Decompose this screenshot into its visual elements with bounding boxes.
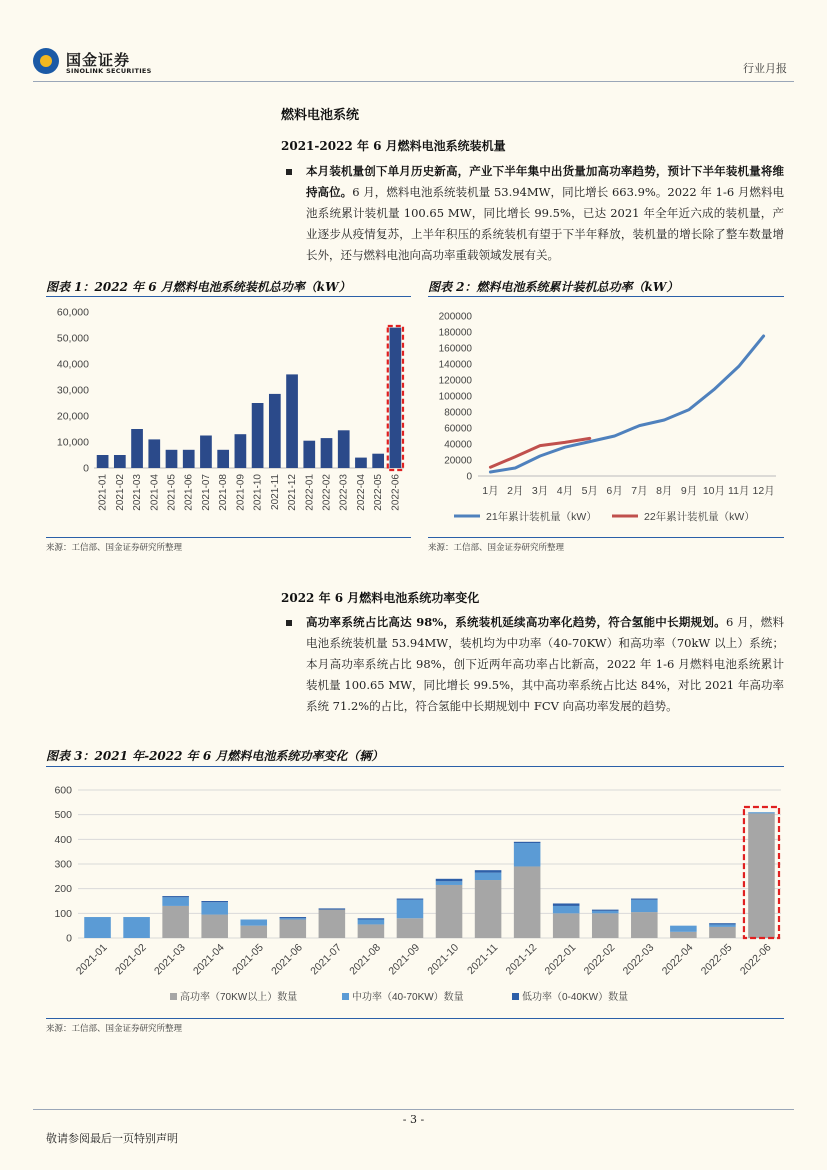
y-tick-label: 140000 [438,359,472,371]
bullet-icon [286,169,292,175]
subsection-title-2: 2022 年 6 月燃料电池系统功率变化 [281,591,480,605]
x-tick-label: 2022-01 [304,474,316,511]
bar-segment [475,873,502,880]
legend-label: 22年累计装机量（kW） [644,511,755,523]
bar-segment [475,870,502,872]
x-tick-label: 12月 [752,485,775,497]
bar-segment [240,920,267,926]
x-tick-label: 7月 [631,485,648,497]
y-tick-label: 600 [54,784,72,797]
bar-segment [592,911,619,913]
x-tick-label: 2022-03 [338,474,350,511]
report-type: 行业月报 [743,62,787,75]
header-divider [33,81,794,82]
paragraph-1-body: 6 月，燃料电池系统装机量 53.94MW，同比增长 663.9%。2022 年 1-6 月燃料电池系统累计装机量 100.65 MW，同比增长 99.5%，已达 2021 年全年近六成的装机量，产业逐步从疫情复苏，上半年积压的系统装机有望于下半年释放，装机量的增长除了整车数量增长外，还与燃料电池向高功率重载领域发展有关。 [306,185,785,262]
x-tick-label: 2021-11 [465,941,501,977]
series-line [490,336,763,472]
bar-segment [436,881,463,885]
figure-3-title: 图表 3：2021 年-2022 年 6 月燃料电池系统功率变化（辆） [46,749,384,763]
bar [321,438,333,468]
x-tick-label: 2021-10 [252,474,264,511]
legend-label: 高功率（70KW以上）数量 [180,992,298,1003]
y-tick-label: 20,000 [56,410,89,423]
y-tick-label: 0 [466,471,472,483]
figure-3-top-rule [46,766,784,767]
y-tick-label: 0 [66,932,72,945]
x-tick-label: 2021-09 [235,474,247,511]
x-tick-label: 11月 [728,485,750,497]
figure-1-top-rule [46,296,411,297]
legend-label: 低功率（0-40KW）数量 [522,992,629,1003]
x-tick-label: 2021-08 [218,474,230,511]
y-tick-label: 100000 [438,391,472,403]
legend-swatch [342,993,349,1000]
paragraph-1-lead: 本月装机量创下单月历史新高，产业下半年集中出货量加高功率趋势，预计下半年装机量将维持高位。 [306,164,784,199]
y-tick-label: 400 [54,833,72,846]
figure-3-source: 来源：工信部、国金证券研究所整理 [46,1024,183,1034]
bar-segment [670,926,697,932]
bar [166,450,178,468]
bar [390,328,402,468]
bar-segment [358,918,385,919]
y-tick-label: 60,000 [56,306,89,319]
bar-segment [319,908,346,909]
bar-segment [553,913,580,938]
bar-segment [709,923,736,924]
series-line [490,438,589,467]
bar [200,436,212,469]
x-tick-label: 2021-05 [230,941,266,978]
legend-swatch [170,993,177,1000]
bar-segment [280,918,307,919]
bar-segment [514,842,541,843]
paragraph-2 [306,612,784,717]
bar-segment [201,902,228,914]
footer-divider [33,1109,794,1110]
x-tick-label: 2021-09 [386,941,423,978]
bar-segment [201,901,228,902]
bar-segment [670,932,697,938]
y-tick-label: 300 [54,858,72,871]
bar-segment [592,913,619,938]
bar-segment [592,910,619,911]
subsection-title-1: 2021-2022 年 6 月燃料电池系统装机量 [281,139,506,153]
x-tick-label: 2021-02 [112,941,149,978]
x-tick-label: 2021-02 [114,474,126,511]
x-tick-label: 2021-12 [287,474,299,511]
bar-segment [514,843,541,866]
y-tick-label: 0 [83,462,89,475]
x-tick-label: 2021-06 [183,474,195,511]
bar [252,403,264,468]
logo-icon [33,48,59,74]
bar-segment [280,917,307,918]
x-tick-label: 2021-04 [149,474,161,511]
x-tick-label: 2021-08 [347,941,384,978]
y-tick-label: 50,000 [56,332,89,345]
bar-segment [553,906,580,913]
figure-1-bottom-rule [46,537,411,538]
y-tick-label: 10,000 [56,436,89,449]
y-tick-label: 40000 [444,439,472,451]
x-tick-label: 2022-02 [581,941,618,978]
x-tick-label: 2021-10 [425,941,462,978]
y-tick-label: 200 [54,883,72,896]
y-tick-label: 80000 [444,407,472,419]
bar-segment [280,920,307,939]
bar [355,458,367,468]
legend-swatch [512,993,519,1000]
x-tick-label: 2022-03 [620,941,657,978]
figure-1-source: 来源：工信部、国金证券研究所整理 [46,543,183,553]
bar [217,450,229,468]
bar-segment [162,897,189,906]
bar-segment [358,924,385,938]
bar [148,439,160,468]
logo-text-cn: 国金证券 [66,51,131,69]
bar-segment [240,926,267,938]
chart-2 [428,300,784,535]
page-number: - 3 - [402,1113,425,1126]
bar-segment [631,899,658,900]
x-tick-label: 2021-01 [97,474,109,511]
bar-segment [358,920,385,925]
legend-label: 中功率（40-70KW）数量 [352,992,464,1003]
x-tick-label: 1月 [482,485,499,497]
x-tick-label: 2021-06 [269,941,305,978]
section-title: 燃料电池系统 [281,108,360,123]
x-tick-label: 2022-06 [390,474,402,511]
bar-segment [514,866,541,938]
figure-1-title: 图表 1：2022 年 6 月燃料电池系统装机总功率（kW） [46,280,351,294]
y-tick-label: 180000 [438,327,472,339]
y-tick-label: 60000 [444,423,472,435]
disclaimer-note: 敬请参阅最后一页特别声明 [46,1132,178,1145]
bar-segment [397,900,424,919]
paragraph-1 [306,161,784,266]
bar-segment [436,879,463,881]
figure-2-top-rule [428,296,784,297]
legend-label: 21年累计装机量（kW） [486,511,597,523]
x-tick-label: 8月 [656,485,673,497]
y-tick-label: 200000 [438,311,472,323]
x-tick-label: 2月 [507,485,524,497]
x-tick-label: 2021-07 [200,474,212,511]
x-tick-label: 2021-04 [191,941,227,978]
bar [269,394,281,468]
x-tick-label: 2022-04 [659,941,696,978]
bar-segment [397,899,424,900]
bar [286,374,298,468]
bar-segment [709,924,736,926]
bar-segment [631,900,658,912]
y-tick-label: 30,000 [56,384,89,397]
figure-2-title: 图表 2：燃料电池系统累计装机总功率（kW） [428,280,679,294]
bar [372,454,384,468]
y-tick-label: 500 [54,809,72,822]
figure-3-bottom-rule [46,1018,784,1019]
bar [303,441,315,468]
x-tick-label: 2022-05 [373,474,385,511]
bar [338,430,350,468]
bar [131,429,143,468]
figure-2-bottom-rule [428,537,784,538]
bullet-icon [286,620,292,626]
paragraph-2-lead: 高功率系统占比高达 98%，系统装机延续高功率化趋势，符合氢能中长期规划。 [306,615,726,629]
x-tick-label: 2022-04 [355,474,367,511]
y-tick-label: 100 [54,907,72,920]
bar-segment [748,812,775,813]
y-tick-label: 120000 [438,375,472,387]
x-tick-label: 2021-03 [132,474,144,511]
bar-segment [397,918,424,938]
bar-segment [631,912,658,938]
y-tick-label: 20000 [444,455,472,467]
x-tick-label: 2021-07 [308,941,344,978]
x-tick-label: 2022-05 [698,941,735,978]
bar [97,455,109,468]
x-tick-label: 2022-06 [737,941,774,978]
bar-segment [553,903,580,905]
x-tick-label: 2021-12 [503,941,540,978]
x-tick-label: 3月 [531,485,549,497]
bar-segment [748,813,775,938]
x-tick-label: 2021-03 [152,941,188,978]
bar-segment [709,927,736,938]
paragraph-2-body: 6 月，燃料电池系统装机量 53.94MW，装机均为中功率（40-70KW）和高功率（70kW 以上）系统；本月高功率系统占比 98%，创下近两年高功率占比新高，2022 年 1-6 月燃料电池系统累计装机量 100.65 MW，同比增长 99.5%，其中高功率系统占比达 84%，对比 2021 年高功率系统 71.2%的占比，符合氢能中长期规划中 FCV 向高功率发展的趋势。 [306,615,784,713]
x-tick-label: 4月 [556,485,574,497]
x-tick-label: 2021-11 [269,474,281,510]
x-tick-label: 2021-05 [166,474,178,511]
x-tick-label: 2021-01 [73,941,110,978]
bar-segment [201,915,228,938]
x-tick-label: 10月 [702,485,726,497]
bar [183,450,195,468]
x-tick-label: 5月 [581,485,598,497]
bar-segment [162,906,189,938]
figure-2-source: 来源：工信部、国金证券研究所整理 [428,543,565,553]
bar-segment [475,880,502,938]
x-tick-label: 2022-01 [542,941,579,978]
bar-segment [436,885,463,938]
bar [114,455,126,468]
bar-segment [123,917,150,938]
bar-segment [162,896,189,897]
bar-segment [84,917,111,938]
x-tick-label: 9月 [680,485,698,497]
bar [235,434,247,468]
bar-segment [319,910,346,938]
logo-text-en: SINOLINK SECURITIES [66,67,152,75]
y-tick-label: 160000 [438,343,472,355]
chart-3 [46,772,784,1016]
x-tick-label: 6月 [606,485,623,497]
chart-1 [46,300,411,535]
x-tick-label: 2022-02 [321,474,333,511]
y-tick-label: 40,000 [56,358,89,371]
